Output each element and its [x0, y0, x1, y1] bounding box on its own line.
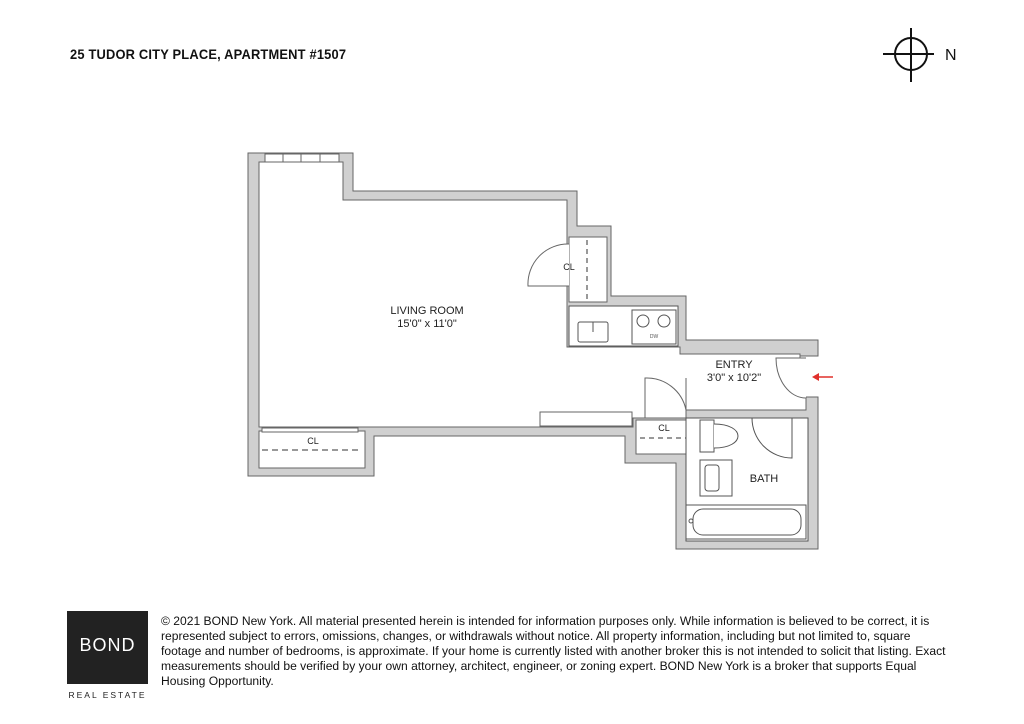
entry-dims: 3'0" x 10'2" — [706, 372, 762, 384]
bathroom — [686, 418, 808, 541]
closet-north-label: CL — [563, 262, 575, 272]
entry-arrow-icon — [812, 373, 833, 381]
living-room-label: LIVING ROOM — [390, 305, 464, 317]
entry-label: ENTRY — [715, 359, 753, 371]
closet-entry-label: CL — [658, 423, 670, 433]
dishwasher-label: DW — [649, 334, 659, 340]
kitchenette — [569, 306, 678, 346]
bath-label: BATH — [749, 473, 779, 485]
legal-disclaimer: © 2021 BOND New York. All material presented herein is intended for information purposes only. While information is believed to be correct, it is represented subject to errors, omissions, changes, or withdrawals without notice. All property information, including but not limited to, square footage and number of bedrooms, is approximate. If your home is currently listed with another broker this is not intended to solicit that listing. Exact measurements should be verified by your own attorney, architect, engineer, or zoning expert. BOND New York is a broker that supports Equal Housing Opportunity. — [161, 614, 946, 688]
windows — [265, 154, 339, 162]
logo-subtitle: REAL ESTATE — [68, 690, 147, 700]
living-room-floor — [259, 162, 806, 427]
listing-title: 25 TUDOR CITY PLACE, APARTMENT #1507 — [70, 46, 347, 62]
closet-west-label: CL — [307, 436, 319, 446]
compass-north-label: N — [945, 47, 957, 64]
bond-logo — [67, 611, 148, 684]
logo-wordmark: BOND — [79, 635, 136, 655]
radiator — [540, 412, 632, 426]
living-room-dims: 15'0" x 11'0" — [397, 318, 457, 330]
